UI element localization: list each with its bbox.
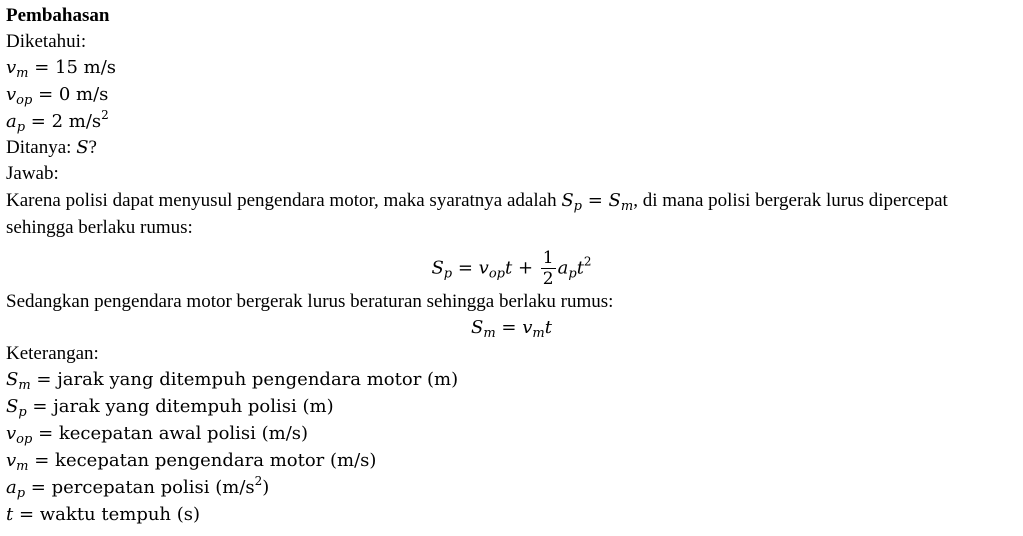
keterangan-item: $v_m$ = kecepatan pengendara motor (m/s) [6,450,377,474]
formula-sp: $S_p = v_{op}t$ + $\frac{1}{2}$ $a_pt^2$ [431,248,592,289]
keterangan-item: $S_p$ = jarak yang ditempuh polisi (m) [6,396,334,420]
ditanya-line: Ditanya: S? [6,137,97,158]
jawab-label: Jawab: [6,163,59,184]
keterangan-item: $v_{op}$ = kecepatan awal polisi (m/s) [6,423,309,447]
keterangan-label: Keterangan: [6,343,99,364]
given-ap: $a_p = 2$ $m/s^2$ [6,108,109,135]
keterangan-item: $S_m$ = jarak yang ditempuh pengendara motor (m) [6,369,459,393]
heading: Pembahasan [6,5,110,26]
given-vop: $v_{op} = 0$ m/s [6,84,109,108]
jawab-paragraph-2: Sedangkan pengendara motor bergerak lurus beraturan sehingga berlaku rumus: [6,291,614,312]
formula-sm: $S_m = v_mt$ [471,317,552,341]
given-vm: $v_m = 15$ m/s [6,57,117,81]
fraction-half: $\frac{1}{2}$ [542,248,554,289]
keterangan-item: $a_p$ = percepatan polisi $(m/s^2)$ [6,474,270,501]
diketahui-label: Diketahui: [6,31,87,52]
jawab-paragraph-1: Karena polisi dapat menyusul pengendara motor, maka syaratnya adalah $S_p = S_m$, di mana polisi bergerak lurus dipercepat [6,190,948,214]
jawab-paragraph-1-line-2: sehingga berlaku rumus: [6,217,193,238]
keterangan-item: t = waktu tempuh (s) [6,504,201,525]
